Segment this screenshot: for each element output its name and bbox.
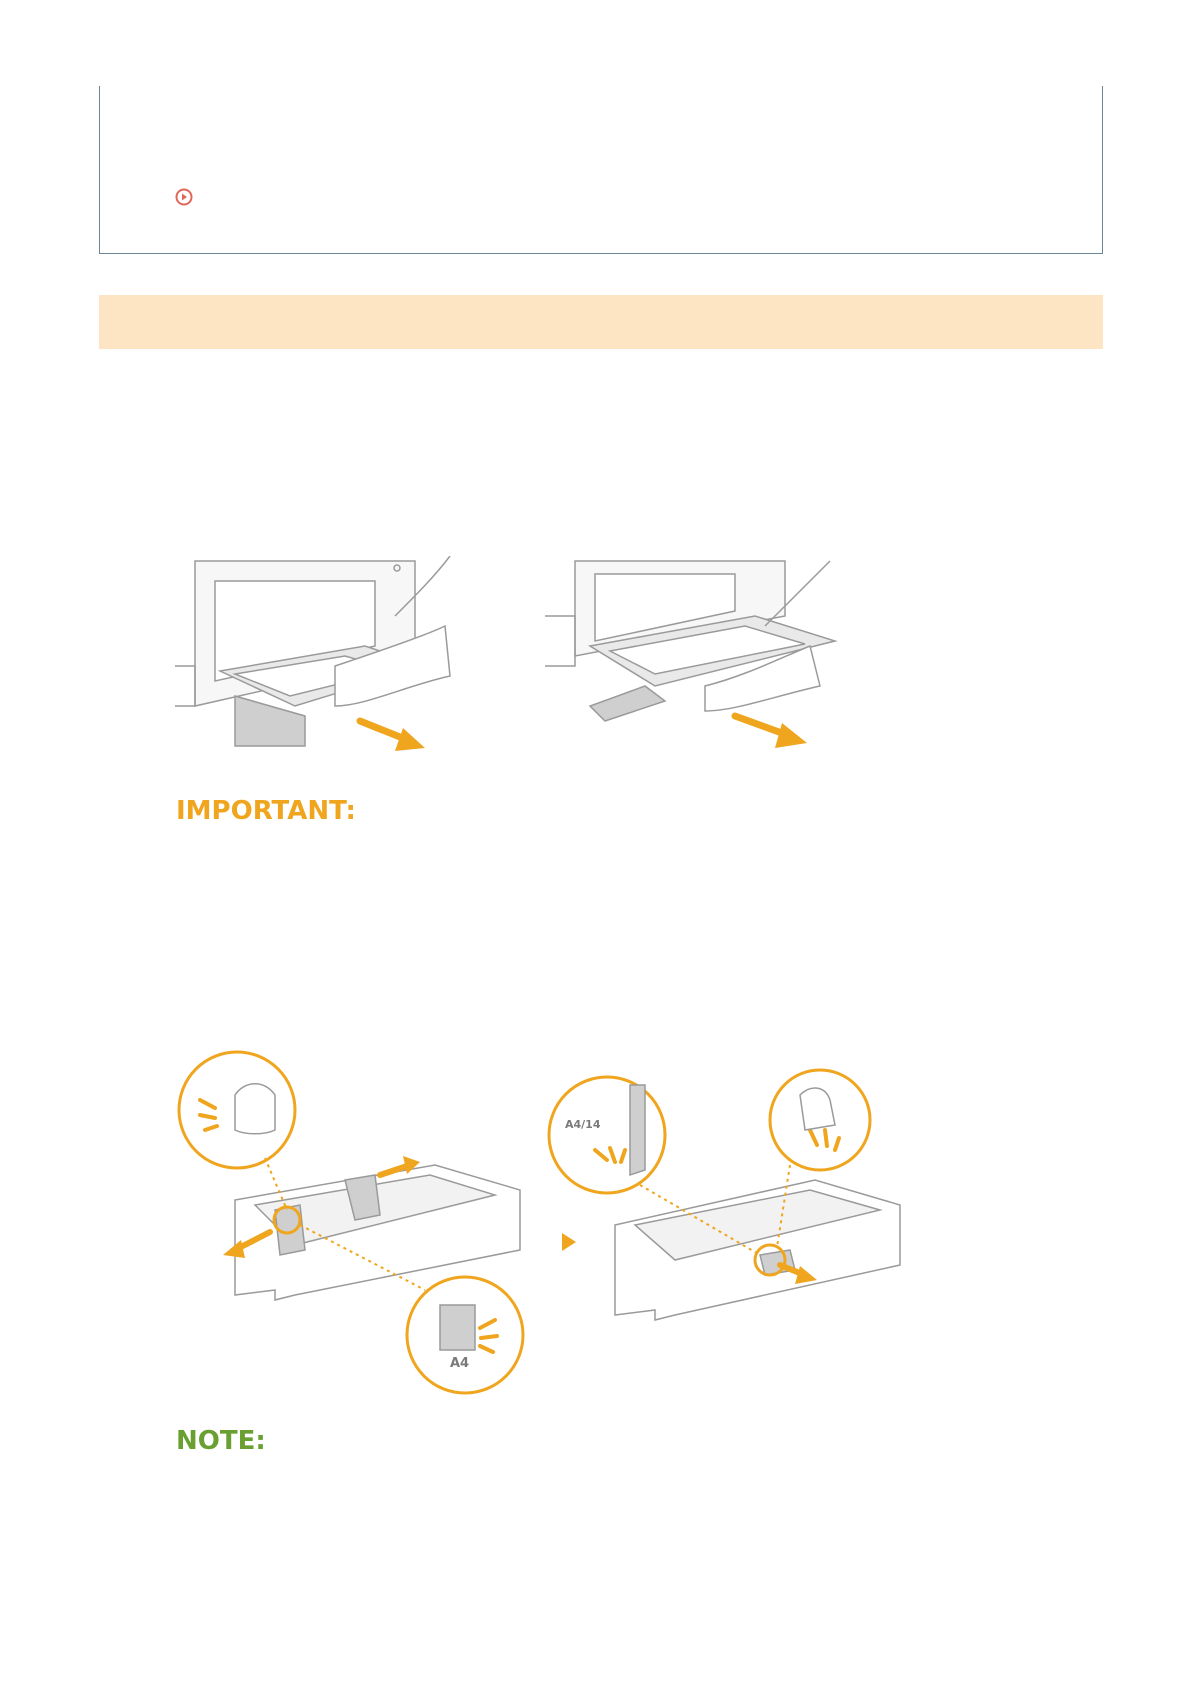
paper-guide-illustration-right [545,1050,905,1350]
important-label: IMPORTANT: [176,796,356,826]
tray-pull-illustration-right [535,556,855,756]
circle-play-icon[interactable] [175,188,193,206]
note-frame [99,86,1103,254]
size-label-a4: A4 [450,1356,470,1371]
size-label-a4-14: A4/14 [565,1118,601,1131]
tray-pull-illustration-left [175,556,475,756]
paper-guide-illustration-left [175,1050,535,1400]
note-label: NOTE: [176,1426,266,1456]
section-heading-band [99,295,1103,349]
